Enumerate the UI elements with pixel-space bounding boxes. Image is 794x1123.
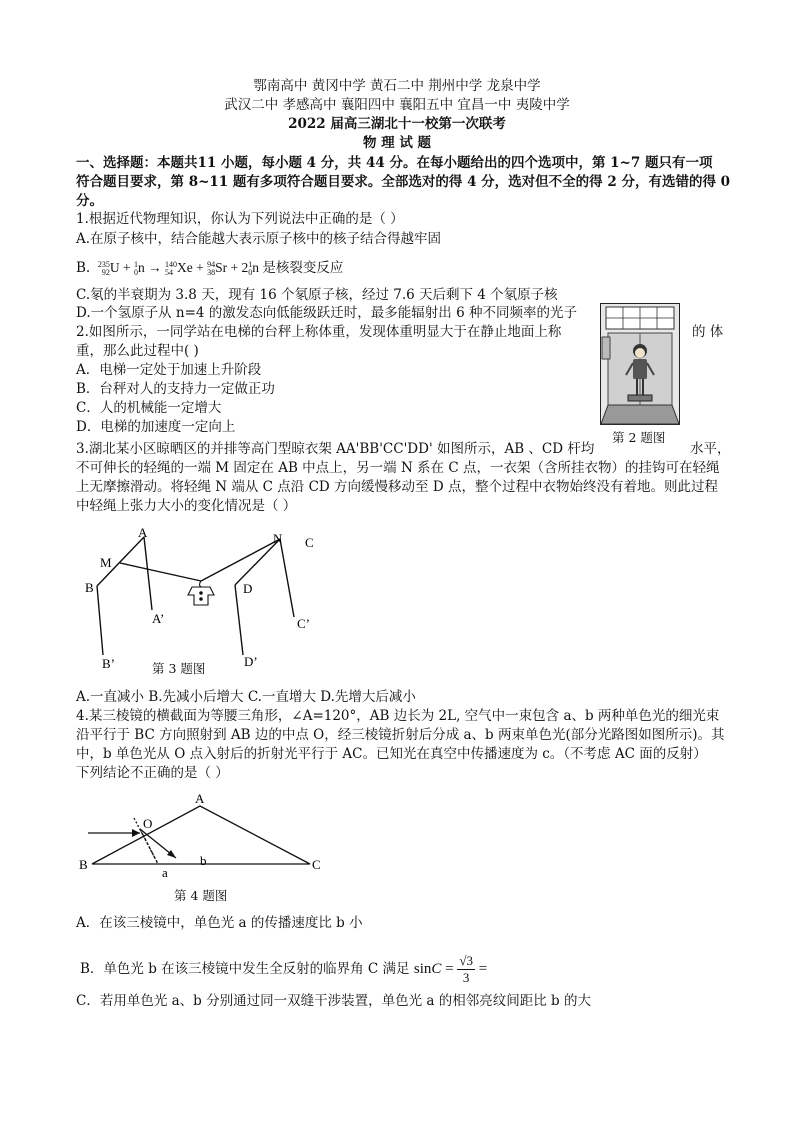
section-intro-line1: 一、选择题：本题共11 小题，每小题 4 分，共 44 分。在每小题给出的四个选项中，第 1~7 题只有一项 xyxy=(76,155,713,171)
hanger-icon xyxy=(188,581,214,605)
post-BB1 xyxy=(97,586,103,655)
label-M: M xyxy=(100,555,112,570)
q4-figure-caption: 第 4 题图 xyxy=(174,888,228,903)
q4-option-c: C．若用单色光 a、b 分别通过同一双缝干涉装置，单色光 a 的相邻亮纹间距比 b 的大 xyxy=(76,993,591,1009)
post-AA1 xyxy=(144,537,152,610)
label-A1: A’ xyxy=(152,611,165,626)
label-A: A xyxy=(195,791,205,806)
q3-stem-line1-end: 水平， xyxy=(690,441,731,457)
q4-stem-line4: 下列结论不正确的是（ ） xyxy=(76,765,229,781)
q2-stem-line1: 2.如图所示，一同学站在电梯的台秤上称体重，发现体重明显大于在静止地面上称 xyxy=(76,324,562,340)
label-B1: B’ xyxy=(102,656,115,671)
q3-options: A.一直减小 B.先减小后增大 C.一直增大 D.先增大后减小 xyxy=(76,689,416,705)
section-intro-line3: 分。 xyxy=(76,193,103,209)
q3-stem-line4: 中轻绳上张力大小的变化情况是（ ） xyxy=(76,498,297,514)
post-CC1 xyxy=(280,539,294,617)
label-B: B xyxy=(85,580,94,595)
q1-option-a: A.在原子核中，结合能越大表示原子核中的核子结合得越牢固 xyxy=(76,231,442,247)
q3-stem-line2: 不可伸长的轻绳的一端 M 固定在 AB 中点上，另一端 N 系在 C 点，一衣架（含所挂衣物）的挂钩可在轻绳 xyxy=(76,460,720,476)
label-D1: D’ xyxy=(244,654,258,669)
label-C: C xyxy=(312,857,321,872)
q1-option-c: C.氡的半衰期为 3.8 天，现有 16 个氡原子核，经过 7.6 天后剩下 4 个氡原子核 xyxy=(76,287,558,303)
rope-left xyxy=(120,563,201,581)
label-A: A xyxy=(138,525,148,540)
q4-stem-line2: 沿平行于 BC 方向照射到 AB 边的中点 O，经三棱镜折射后分成 a、b 两束单色光(部分光路图如图所示)。其 xyxy=(76,727,725,743)
q4-prism-figure xyxy=(76,786,336,882)
section-intro-line2: 符合题目要求，第 8~11 题有多项符合题目要求。全部选对的得 4 分，选对但不全的得 2 分，有选错的得 0 xyxy=(76,174,731,190)
q1-option-b-suffix: 是核裂变反应 xyxy=(262,260,344,276)
q3-stem-line1: 3.湖北某小区晾晒区的并排等高门型晾衣架 AA'BB'CC'DD' 如图所示，AB 、CD 杆均 xyxy=(76,441,595,457)
q1-option-b-prefix: B. xyxy=(76,260,91,276)
q2-option-d: D．电梯的加速度一定向上 xyxy=(76,419,236,435)
q2-option-c: C．人的机械能一定增大 xyxy=(76,400,222,416)
school-list-line1: 鄂南高中 黄冈中学 黄石二中 荆州中学 龙泉中学 xyxy=(253,78,541,94)
label-O: O xyxy=(143,816,153,831)
q4-option-b-text: B．单色光 b 在该三棱镜中发生全反射的临界角 C 满足 xyxy=(80,961,410,977)
rope-right xyxy=(201,539,280,581)
nuclear-equation: 235 92U + 1 0n → 140 54 Xe + 94 38Sr + 21 0n xyxy=(97,259,263,277)
post-DD1 xyxy=(235,585,243,655)
fraction: $\frac{√3}{3}$ xyxy=(459,953,473,985)
q3-figure-caption: 第 3 题图 xyxy=(152,661,206,676)
critical-angle-formula: sinC = $\frac{√3}{3}$ = xyxy=(413,953,488,985)
q2-stem-line2: 重，那么此过程中( ) xyxy=(76,343,199,359)
q4-stem-line3: 中，b 单色光从 O 点入射后的折射光平行于 AC。已知光在真空中传播速度为 c。（不考虑 AC 面的反射） xyxy=(76,746,707,762)
school-list-line2: 武汉二中 孝感高中 襄阳四中 襄阳五中 宜昌一中 夷陵中学 xyxy=(224,97,570,113)
label-B: B xyxy=(79,857,88,872)
q2-figure-caption: 第 2 题图 xyxy=(612,430,666,445)
q1-option-d: D.一个氢原子从 n=4 的激发态向低能级跃迁时，最多能辐射出 6 种不同频率的光子 xyxy=(76,305,577,321)
q2-option-b: B．台秤对人的支持力一定做正功 xyxy=(76,381,275,397)
q3-rack-figure xyxy=(80,525,330,675)
label-b: b xyxy=(200,853,207,868)
label-N: N xyxy=(273,531,283,546)
label-a: a xyxy=(162,865,168,880)
q2-elevator-figure xyxy=(600,303,680,425)
q2-option-a: A．电梯一定处于加速上升阶段 xyxy=(76,362,262,378)
incident-arrowhead xyxy=(132,829,140,837)
label-D: D xyxy=(243,581,253,596)
q1-stem: 1.根据近代物理知识，你认为下列说法中正确的是（ ） xyxy=(76,211,404,227)
label-C1: C’ xyxy=(297,616,310,631)
exam-title: 2022 届高三湖北十一校第一次联考 xyxy=(288,116,506,132)
label-C: C xyxy=(305,535,314,550)
q4-stem-line1: 4.某三棱镜的横截面为等腰三角形，∠A=120°，AB 边长为 2L, 空气中一束包含 a、b 两种单色光的细光束 xyxy=(76,708,720,724)
q1-option-b xyxy=(76,258,343,278)
q3-stem-line3: 上无摩擦滑动。将轻绳 N 端从 C 点沿 CD 方向缓慢移动至 D 点，整个过程中衣物始终没有着地。则此过程 xyxy=(76,479,718,495)
q4-option-a: A．在该三棱镜中，单色光 a 的传播速度比 b 小 xyxy=(76,915,363,931)
q4-option-b xyxy=(80,953,487,986)
subject-title: 物 理 试 题 xyxy=(362,135,432,151)
q2-stem-line1-end: 的 体 xyxy=(692,324,724,340)
